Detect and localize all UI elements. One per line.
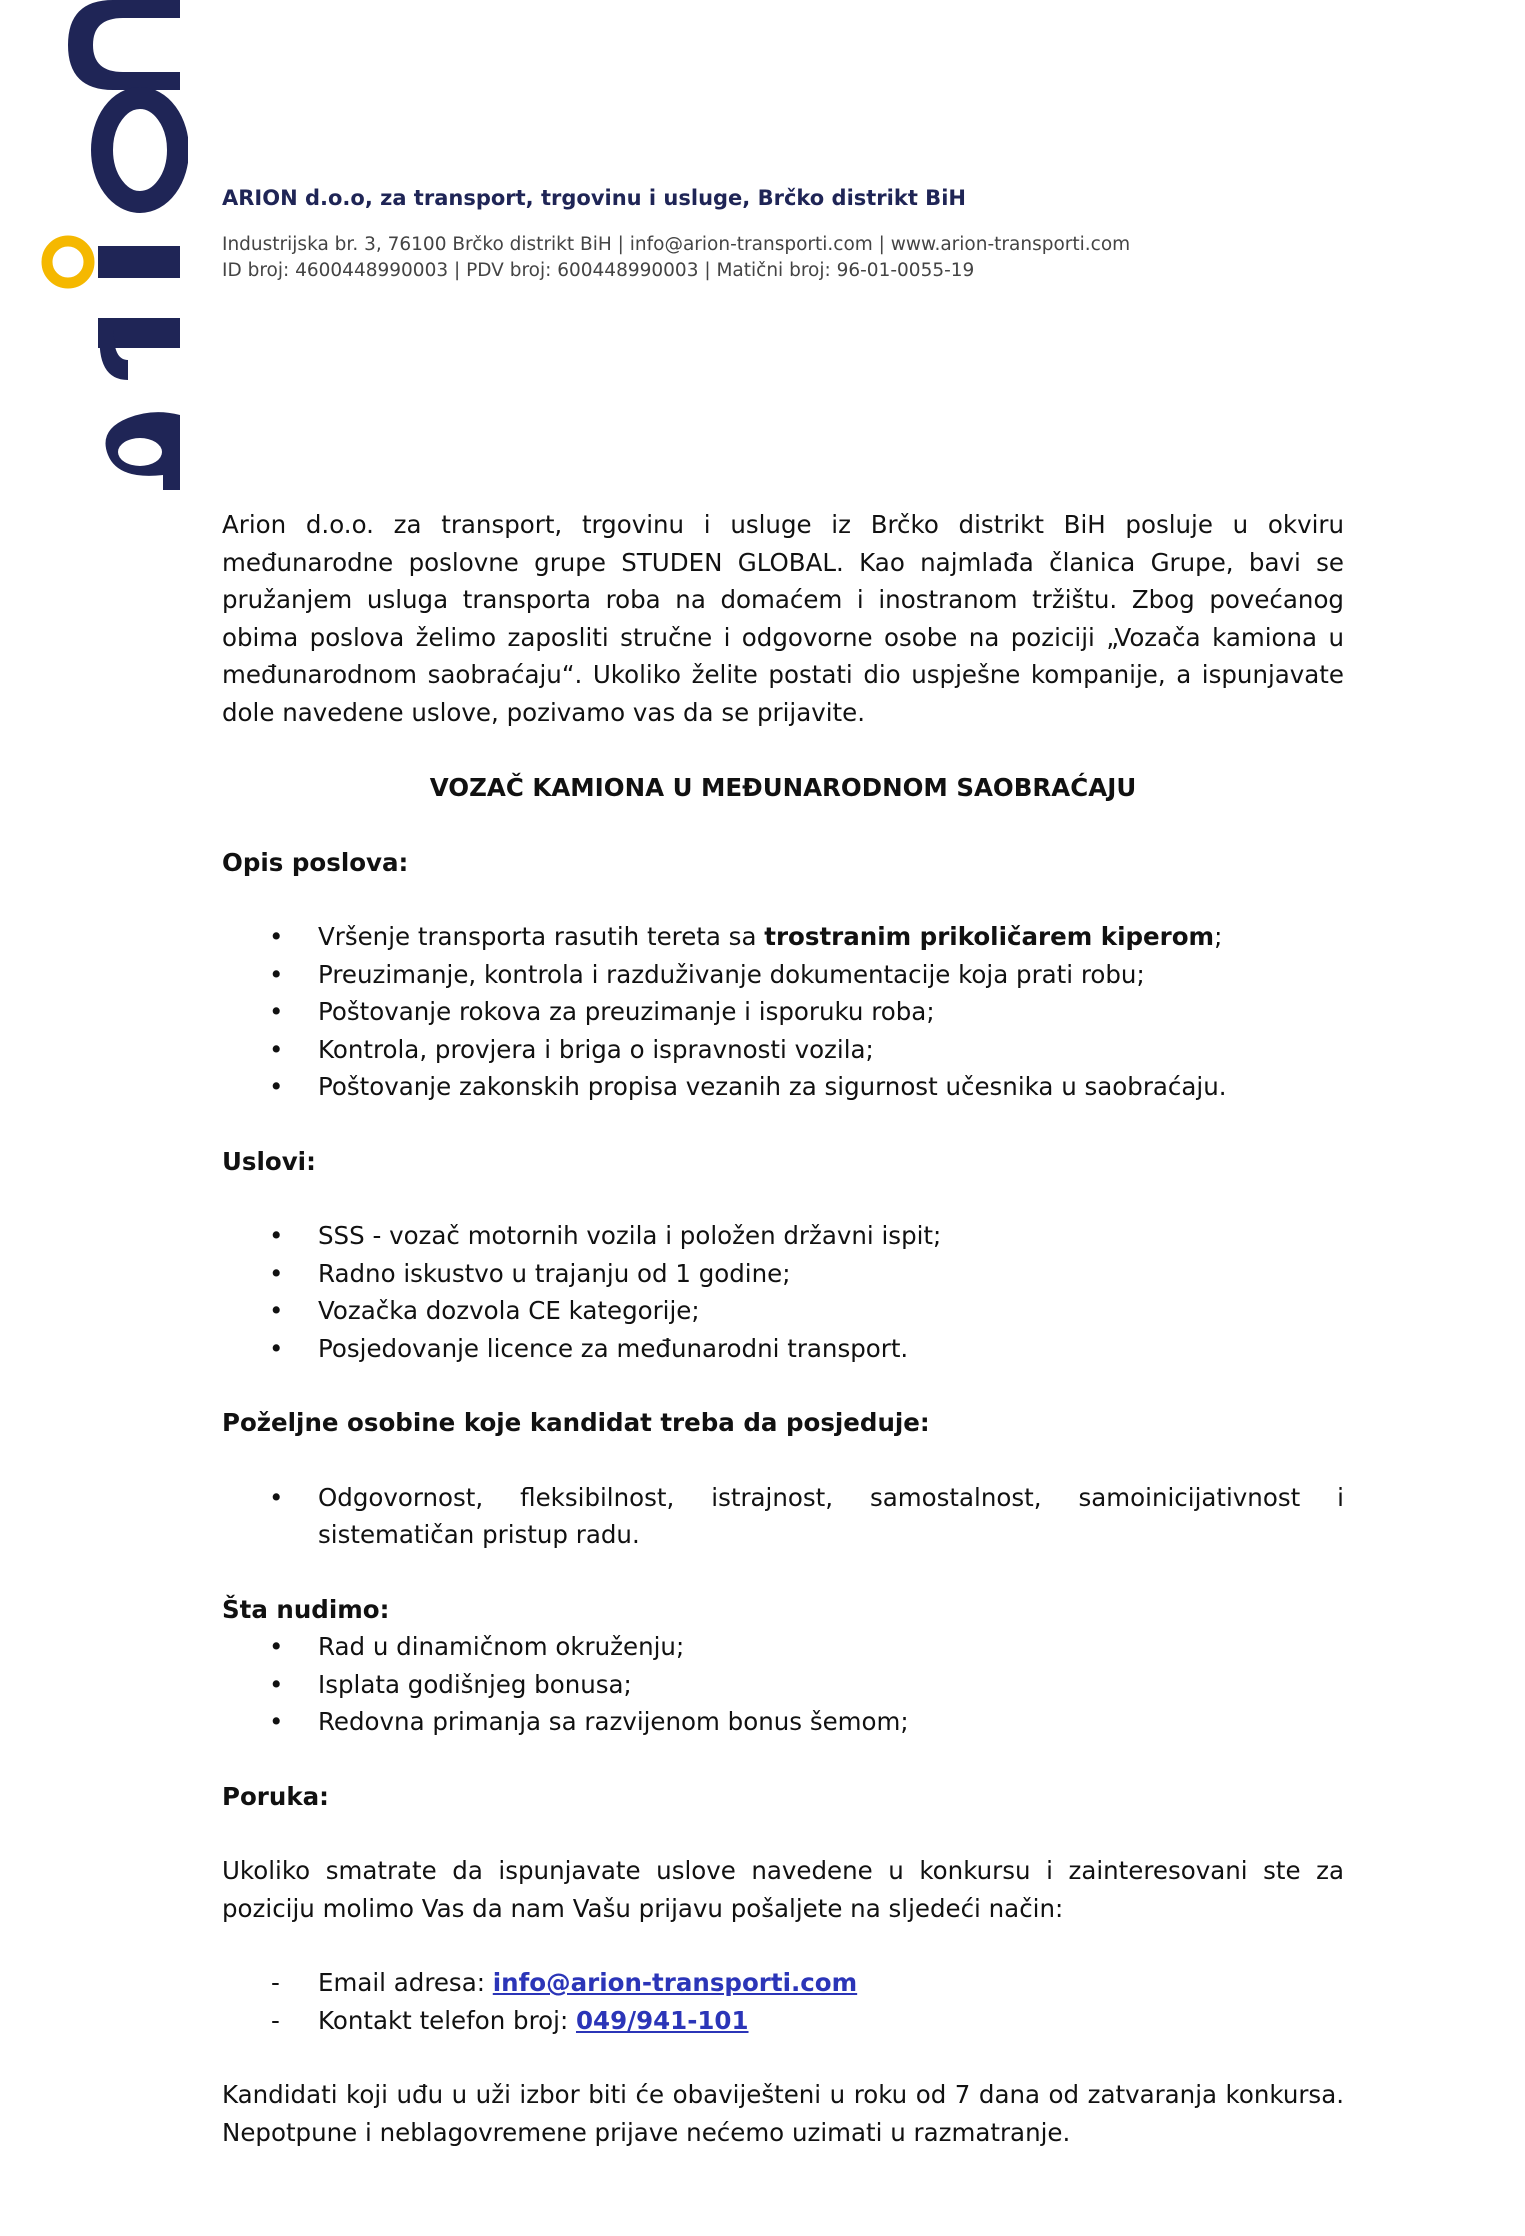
list-item: • Vozačka dozvola CE kategorije; xyxy=(222,1292,1344,1330)
opis-list xyxy=(222,918,1344,1106)
list-item: • Poštovanje zakonskih propisa vezanih za sigurnost učesnika u saobraćaju. xyxy=(222,1068,1344,1106)
bold-phrase: trostranim prikoličarem kiperom xyxy=(764,922,1215,951)
list-item: • Vršenje transporta rasutih tereta sa trostranim prikoličarem kiperom; xyxy=(222,918,1344,956)
email-link[interactable]: info@arion-transporti.com xyxy=(492,1968,858,1997)
company-name: ARION d.o.o, za transport, trgovinu i usluge, Brčko distrikt BiH xyxy=(222,186,966,210)
list-item: • Poštovanje rokova za preuzimanje i isporuku roba; xyxy=(222,993,1344,1031)
closing-paragraph: Kandidati koji uđu u uži izbor biti će obaviješteni u roku od 7 dana od zatvaranja konkursa. Nepotpune i neblagovremene prijave nećemo uzimati u razmatranje. xyxy=(222,2080,1344,2147)
poruka-text: Ukoliko smatrate da ispunjavate uslove navedene u konkursu i zainteresovani ste za poziciju molimo Vas da nam Vašu prijavu pošaljete na sljedeći način: xyxy=(222,1856,1344,1923)
company-header xyxy=(222,186,1382,284)
section-title-uslovi: Uslovi: xyxy=(222,1146,316,1176)
list-item: • Preuzimanje, kontrola i razduživanje dokumentacije koja prati robu; xyxy=(222,956,1344,994)
osobine-list xyxy=(222,1479,1344,1554)
uslovi-list xyxy=(222,1217,1344,1367)
contact-list xyxy=(222,1964,1344,2039)
company-address: Industrijska br. 3, 76100 Brčko distrikt BiH | info@arion-transporti.com | www.arion-transporti.com xyxy=(222,234,1131,255)
list-item: • Isplata godišnjeg bonusa; xyxy=(222,1666,1344,1704)
section-title-opis: Opis poslova: xyxy=(222,847,409,877)
job-title: VOZAČ KAMIONA U MEĐUNARODNOM SAOBRAĆAJU xyxy=(429,773,1137,802)
list-item: • SSS - vozač motornih vozila i položen državni ispit; xyxy=(222,1217,1344,1255)
job-ad-body xyxy=(222,506,1344,2151)
list-item: • Posjedovanje licence za međunarodni transport. xyxy=(222,1330,1344,1368)
intro-paragraph: Arion d.o.o. za transport, trgovinu i usluge iz Brčko distrikt BiH posluje u okviru međunarodne poslovne grupe STUDEN GLOBAL. Kao najmlađa članica Grupe, bavi se pružanjem usluga transporta roba na domaćem i inostranom tržištu. Zbog povećanog obima poslova želimo zaposliti stručne i odgovorne osobe na poziciji „Vozača kamiona u međunarodnom saobraćaju“. Ukoliko želite postati dio uspješne kompanije, a ispunjavate dole navedene uslove, pozivamo vas da se prijavite. xyxy=(222,510,1344,727)
list-item: • Radno iskustvo u trajanju od 1 godine; xyxy=(222,1255,1344,1293)
section-title-nudimo: Šta nudimo: xyxy=(222,1594,390,1624)
list-item: • Odgovornost, fleksibilnost, istrajnost, samostalnost, samoinicijativnost i sistematičan pristup radu. xyxy=(222,1479,1344,1554)
list-item: • Rad u dinamičnom okruženju; xyxy=(222,1628,1344,1666)
arion-logo xyxy=(18,0,188,490)
section-title-poruka: Poruka: xyxy=(222,1781,329,1811)
list-item: • Redovna primanja sa razvijenom bonus šemom; xyxy=(222,1703,1344,1741)
contact-email-item: - Email adresa: info@arion-transporti.com xyxy=(222,1964,1344,2002)
section-title-osobine: Poželjne osobine koje kandidat treba da posjeduje: xyxy=(222,1408,930,1437)
company-ids: ID broj: 4600448990003 | PDV broj: 600448990003 | Matični broj: 96-01-0055-19 xyxy=(222,260,975,281)
list-item: • Kontrola, provjera i briga o ispravnosti vozila; xyxy=(222,1031,1344,1069)
contact-phone-item: - Kontakt telefon broj: 049/941-101 xyxy=(222,2002,1344,2040)
nudimo-list xyxy=(222,1628,1344,1741)
phone-link[interactable]: 049/941-101 xyxy=(575,2005,749,2035)
